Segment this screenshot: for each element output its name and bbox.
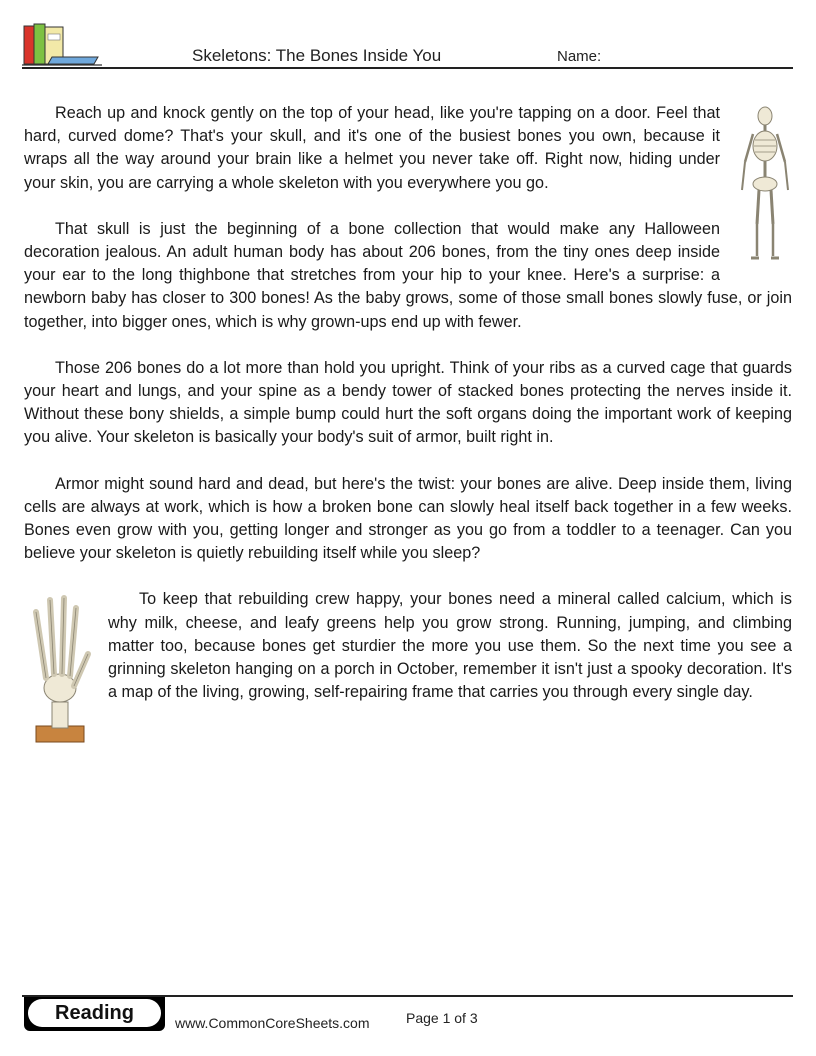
paragraph-4: Armor might sound hard and dead, but here's the twist: your bones are alive. Deep inside them, living cells are always at work, which is how a broken bone can slowly heal itself back together in a few weeks. Bones even grow with you, getting longer and stronger as you go from a toddler to a teenager. Can you believe your skeleton is quietly rebuilding itself while you sleep? bbox=[24, 474, 792, 563]
worksheet-header bbox=[22, 22, 794, 70]
paragraph-5-text: To keep that rebuilding crew happy, your bones need a mineral called calcium, which is why milk, cheese, and leafy greens help you grow strong. Running, jumping, and climbing matter too, because bones get sturdier the more you use them. So the next time you see a grinning skeleton hanging on a porch in October, remember it isn't just a spooky decoration. It's a map of the living, growing, self-repairing frame that carries you through every single day. bbox=[108, 590, 792, 702]
article-body bbox=[24, 102, 792, 750]
subject-badge-label: Reading bbox=[28, 999, 161, 1027]
paragraph-1-text: Reach up and knock gently on the top of your head, like you're tapping on a door. Feel that hard, curved dome? That's your skull, and it's one of the busiest bones you own, because it wraps all the way around your brain like a helmet you never take off. Right now, hiding under your skin, you are carrying a whole skeleton with you everywhere you go. bbox=[24, 104, 720, 192]
name-field-label: Name: bbox=[557, 48, 602, 65]
paragraph-2: That skull is just the beginning of a bone collection that would make any Halloween decoration jealous. An adult human body has about 206 bones, from the tiny ones deep inside your ear to the long thighbone that stretches from your hip to your knee. Here's a surprise: a newborn baby has closer to 300 bones! As the baby grows, some of those small bones slowly fuse, or join together, into bigger ones, which is why grown-ups end up with fewer. bbox=[24, 219, 792, 331]
paragraph-1 bbox=[24, 102, 792, 195]
skeletal-hand-icon bbox=[28, 594, 92, 744]
page-title: Skeletons: The Bones Inside You bbox=[192, 46, 442, 65]
paragraph-5 bbox=[24, 588, 792, 704]
books-logo-icon bbox=[22, 22, 102, 68]
site-url: www.CommonCoreSheets.com bbox=[175, 1015, 370, 1031]
subject-badge bbox=[24, 997, 165, 1031]
paragraph-3: Those 206 bones do a lot more than hold you upright. Think of your ribs as a curved cage that guards your heart and lungs, and your spine as a bendy tower of stacked bones protecting the nerves inside it. Without these bony shields, a simple bump could hurt the soft organs doing the important work of keeping you alive. Your skeleton is basically your body's suit of armor, built right in. bbox=[24, 358, 792, 447]
page-number: Page 1 of 3 bbox=[406, 1010, 478, 1026]
skeleton-icon bbox=[734, 104, 796, 264]
header-divider bbox=[22, 67, 793, 69]
